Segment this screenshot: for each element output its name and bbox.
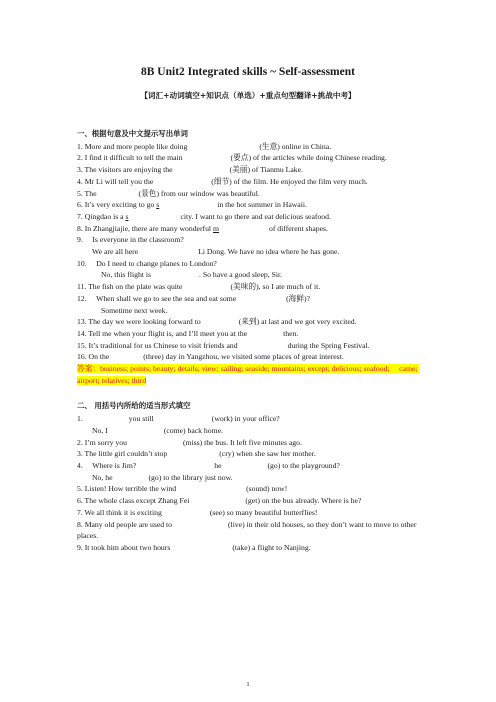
answer-key xyxy=(77,363,427,386)
exercise-item: 13. The day we were looking forward to (来到) at last and we got very excited. xyxy=(77,317,357,327)
exercise-item: 4. Where is Jim? he (go) to the playground? xyxy=(77,460,340,470)
exercise-item: 3. The little girl couldn’t stop (cry) when she saw her mother. xyxy=(77,449,316,459)
exercise-item: 12. When shall we go to see the sea and eat some (海鲜)? xyxy=(77,293,311,303)
section1-heading: 一、根据句意及中文提示写出单词 xyxy=(77,129,188,138)
exercise-item: No, he (go) to the library just now. xyxy=(92,472,233,482)
hint-letter: m xyxy=(212,223,219,233)
section2-heading: 二、 用括号内所给的适当形式填空 xyxy=(77,401,191,411)
exercise-item: 6. It’s very exciting to go s in the hot summer in Hawaii. xyxy=(77,200,307,210)
exercise-item: 1. you still (work) in your office? xyxy=(77,414,280,424)
exercise-item: 6. The whole class except Zhang Fei (get) on the bus already. Where is he? xyxy=(77,496,362,506)
exercise-item: 15. It’s traditional for us Chinese to visit friends and during the Spring Festival. xyxy=(77,340,370,350)
exercise-item: 2. I find it difficult to tell the main (要点) of the articles while doing Chinese reading. xyxy=(77,153,387,163)
exercise-item: No, this flight is . So have a good sleep, Sir. xyxy=(101,270,283,280)
hint-letter: s xyxy=(156,200,160,210)
exercise-item: 5. The (景色) from our window was beautiful. xyxy=(77,188,260,198)
exercise-item: We are all here Li Dong. We have no idea where he has gone. xyxy=(92,247,340,257)
exercise-item: 8. Many old people are used to (live) in their old houses, so they don’t want to move to other places. xyxy=(77,519,417,541)
answer-text: 答案：business; points; beauty; details; view; sailing; seaside; mountains; except; delicious; seafood; came; airport; relatives; third xyxy=(77,364,420,385)
exercise-item: 11. The fish on the plate was quite (美味的), so I ate much of it. xyxy=(77,282,321,292)
exercise-item: 7. We all think it is exciting (see) so many beautiful butterflies! xyxy=(77,507,318,517)
content-body xyxy=(77,124,427,554)
exercise-item: 5. Listen! How terrible the wind (sound) now! xyxy=(77,484,288,494)
exercise-item: 9. Is everyone in the classroom? xyxy=(77,235,184,245)
exercise-item: 3. The visitors are enjoying the (美丽) of Tianmu Lake. xyxy=(77,165,303,175)
exercise-item: 7. Qingdao is a s city. I want to go there and eat delicious seafood. xyxy=(77,211,331,221)
exercise-item: 16. On the (three) day in Yangzhou, we visited some places of great interest. xyxy=(77,352,344,362)
exercise-item: 2. I’m sorry you (miss) the bus. It left five minutes ago. xyxy=(77,437,302,447)
exercise-item: 8. In Zhangjiajie, there are many wonderful m of different shapes. xyxy=(77,223,328,233)
page-number: 1 xyxy=(246,681,250,688)
hint-letter: s xyxy=(125,211,129,221)
exercise-item: 10. Do I need to change planes to London? xyxy=(77,258,217,268)
exercise-item: 9. It took him about two hours (take) a flight to Nanjing. xyxy=(77,542,311,552)
exercise-item: 14. Tell me when your flight is, and I’ll meet you at the then. xyxy=(77,328,299,338)
page-title: 8B Unit2 Integrated skills ~ Self-assessment xyxy=(141,66,355,78)
page-subtitle: 【词汇+动词填空+知识点（单选）+重点句型翻译+挑战中考】 xyxy=(140,91,356,100)
exercise-item: 4. Mr Li will tell you the (细节) of the film. He enjoyed the film very much. xyxy=(77,176,368,186)
exercise-item: Sometime next week. xyxy=(101,305,168,315)
exercise-item: 1. More and more people like doing (生意) online in China. xyxy=(77,141,332,151)
exercise-item: No, I (come) back home. xyxy=(92,425,223,435)
